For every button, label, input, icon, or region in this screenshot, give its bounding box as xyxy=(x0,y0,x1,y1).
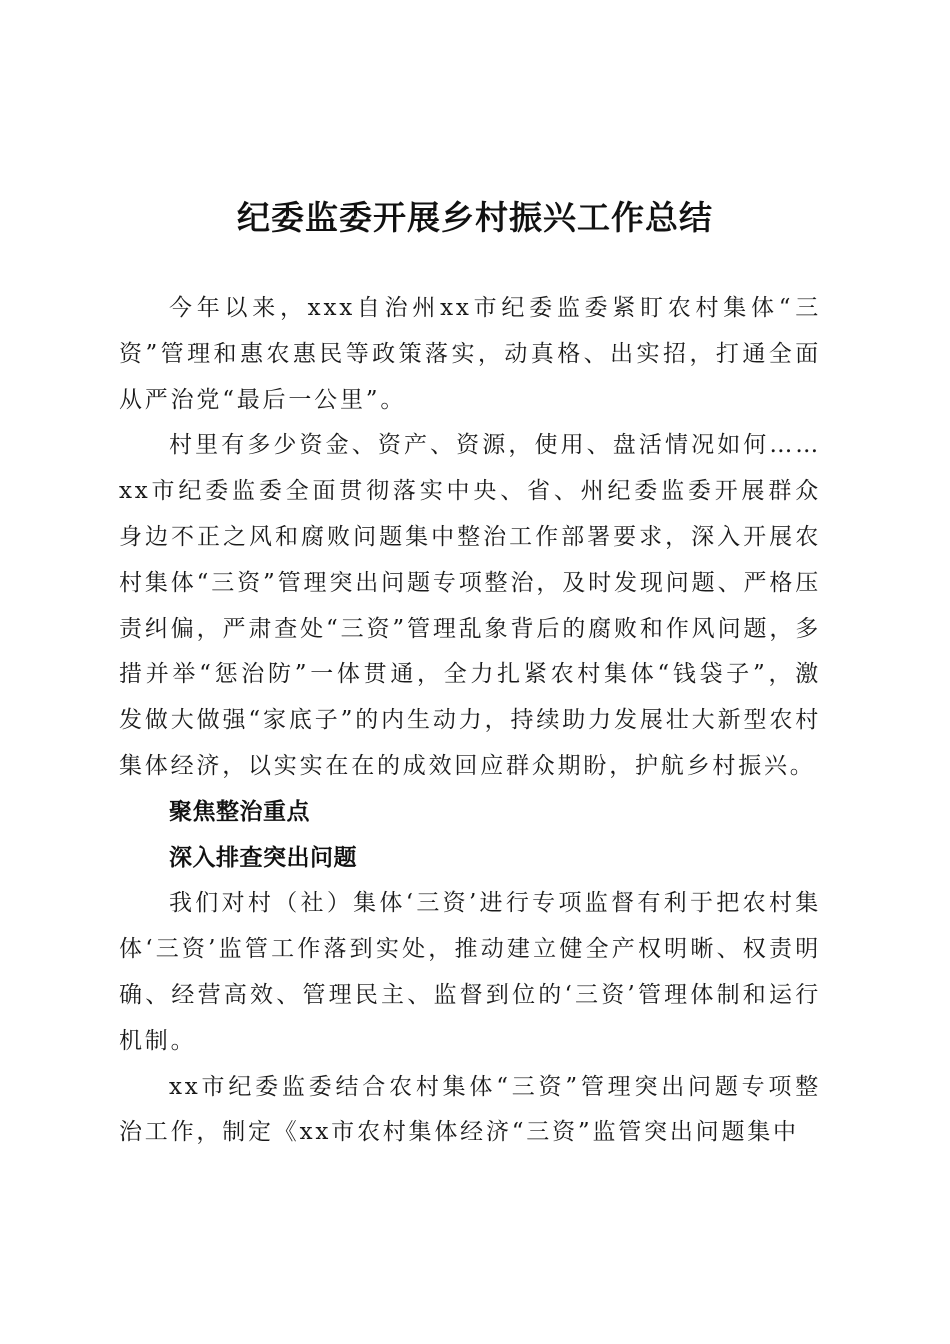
section-heading: 聚焦整治重点 xyxy=(169,798,310,825)
paragraph-measures: xx市纪委监委结合农村集体“三资”管理突出问题专项整治工作，制定《xx市农村集体经济“三资”监管突出问题集中 xyxy=(119,1073,821,1146)
document-title: 纪委监委开展乡村振兴工作总结 xyxy=(237,198,713,237)
subsection-heading: 深入排查突出问题 xyxy=(169,844,357,871)
paragraph-overview: 村里有多少资金、资产、资源，使用、盘活情况如何……xx市纪委监委全面贯彻落实中央、省、州纪委监委开展群众身边不正之风和腐败问题集中整治工作部署要求，深入开展农村集体“三资”管理突出问题专项整治，及时发现问题、严格压责纠偏，严肃查处“三资”管理乱象背后的腐败和作风问题，多措并举“惩治防”一体贯通，全力扎紧农村集体“钱袋子”，激发做大做强“家底子”的内生动力，持续助力发展壮大新型农村集体经济，以实实在在的成效回应群众期盼，护航乡村振兴。 xyxy=(119,432,821,779)
document-body xyxy=(119,286,821,1156)
paragraph-intro: 今年以来，xxx自治州xx市纪委监委紧盯农村集体“三资”管理和惠农惠民等政策落实，动真格、出实招，打通全面从严治党“最后一公里”。 xyxy=(119,295,821,413)
paragraph-supervision: 我们对村（社）集体‘三资’进行专项监督有利于把农村集体‘三资’监管工作落到实处，推动建立健全产权明晰、权责明确、经营高效、管理民主、监督到位的‘三资’管理体制和运行机制。 xyxy=(119,890,821,1054)
